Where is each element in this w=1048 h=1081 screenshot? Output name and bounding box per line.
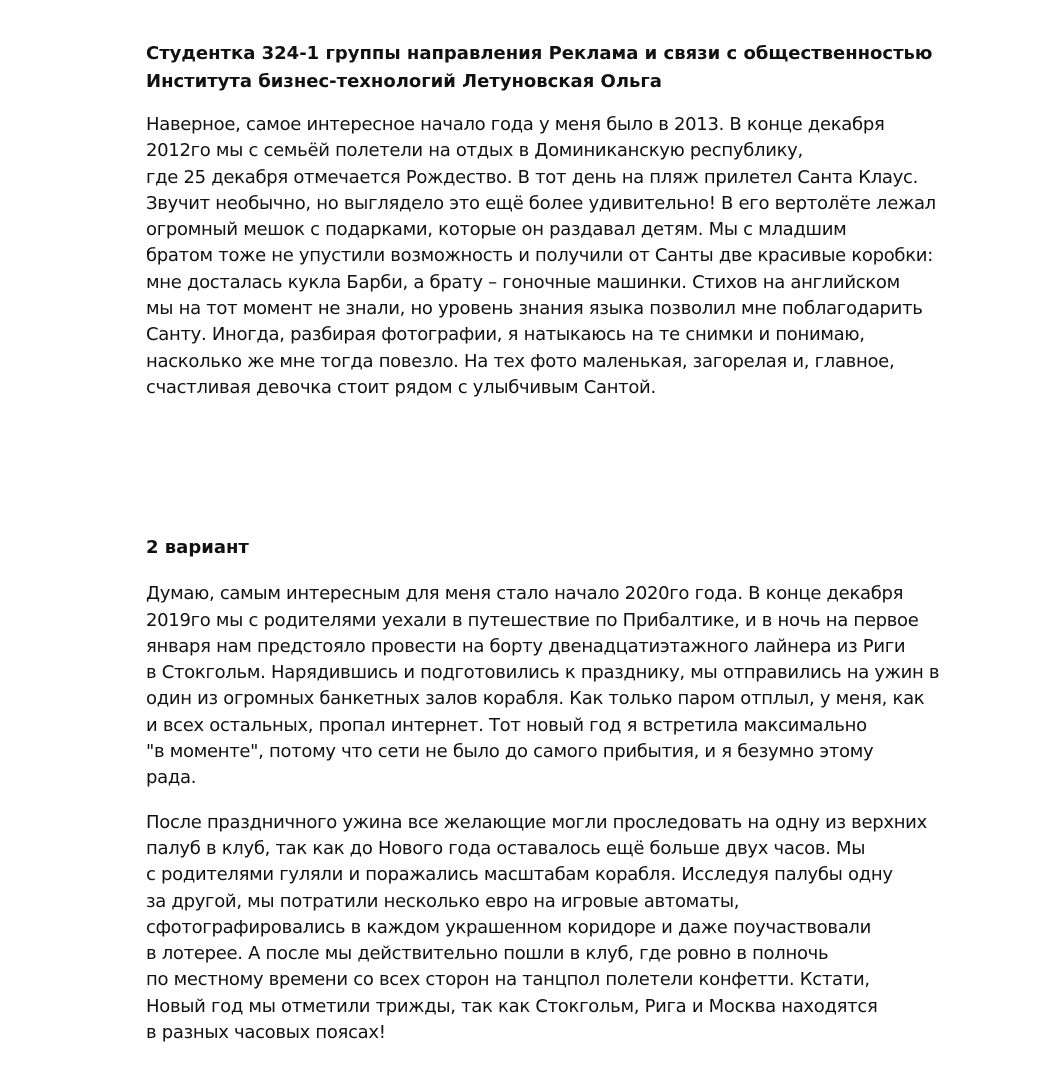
- author-heading: Студентка 324-1 группы направления Реклама и связи с общественностью Института бизнес-технологий Летуновская Ольга: [146, 43, 933, 92]
- section-spacer: [146, 401, 1006, 535]
- variant-1-paragraph: Наверное, самое интересное начало года у меня было в 2013. В конце декабря 2012го мы с семьёй полетели на отдых в Доминиканскую республику, где 25 декабря отмечается Рождество. В тот день на пляж прилетел Санта Клаус. Звучит необычно, но выглядело это ещё более удивительно! В его вертолёте лежал огромный мешок с подарками, которые он раздавал детям. Мы с младшим братом тоже не упустили возможность и получили от Санты две красивые коробки: мне досталась кукла Барби, а брату – гоночные машинки. Стихов на английском мы на тот момент не знали, но уровень знания языка позволил мне поблагодарить Санту. Иногда, разбирая фотографии, я натыкаюсь на те снимки и понимаю, насколько же мне тогда повезло. На тех фото маленькая, загорелая и, главное, счастливая девочка стоит рядом с улыбчивым Сантой.: [146, 114, 936, 398]
- document-page: [146, 40, 1006, 1046]
- variant-2-title: 2 вариант: [146, 537, 249, 559]
- variant-2-paragraph-2: После праздничного ужина все желающие могли проследовать на одну из верхних палуб в клуб, так как до Нового года оставалось ещё больше двух часов. Мы с родителями гуляли и поражались масштабам корабля. Исследуя палубы одну за другой, мы потратили несколько евро на игровые автоматы, сфотографировались в каждом украшенном коридоре и даже поучаствовали в лотерее. А после мы действительно пошли в клуб, где ровно в полночь по местному времени со всех сторон на танцпол полетели конфетти. Кстати, Новый год мы отметили трижды, так как Стокгольм, Рига и Москва находятся в разных часовых поясах!: [146, 811, 927, 1044]
- variant-2-paragraph-1: Думаю, самым интересным для меня стало начало 2020го года. В конце декабря 2019го мы с родителями уехали в путешествие по Прибалтике, и в ночь на первое января нам предстояло провести на борту двенадцатиэтажного лайнера из Риги в Стокгольм. Нарядившись и подготовились к празднику, мы отправились на ужин в один из огромных банкетных залов корабля. Как только паром отплыл, у меня, как и всех остальных, пропал интернет. Тот новый год я встретила максимально "в моменте", потому что сети не было до самого прибытия, и я безумно этому рада.: [146, 583, 940, 789]
